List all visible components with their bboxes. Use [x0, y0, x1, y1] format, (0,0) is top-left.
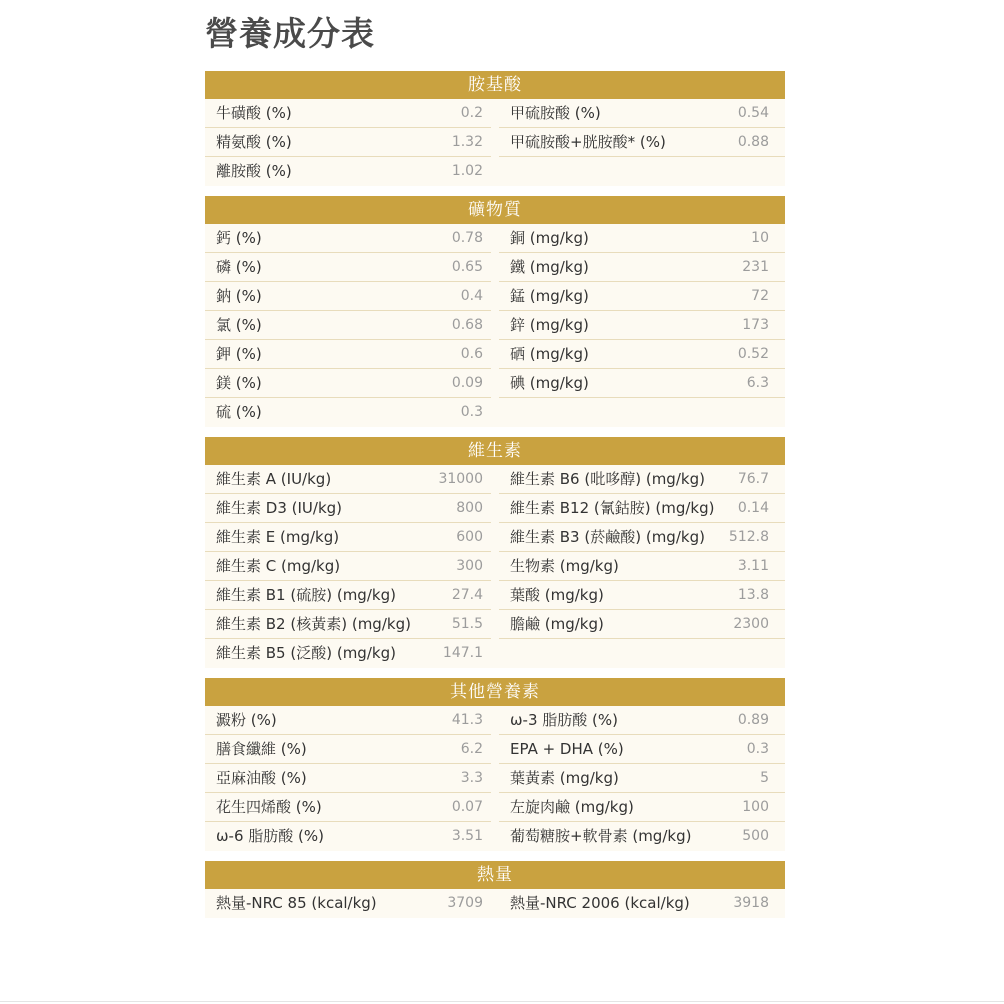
nutrient-label: 維生素 B5 (泛酸) (mg/kg) [216, 644, 396, 662]
nutrient-value: 0.14 [737, 500, 769, 516]
right-cell [499, 128, 785, 157]
nutrient-label: 熱量-NRC 2006 (kcal/kg) [510, 894, 690, 912]
table-row [205, 157, 785, 186]
right-cell [499, 889, 785, 918]
nutrient-label: 維生素 B2 (核黃素) (mg/kg) [216, 615, 411, 633]
nutrient-value [689, 157, 785, 186]
section-header: 熱量 [205, 861, 785, 889]
nutrient-value: 2300 [733, 616, 769, 632]
nutrient-label: 葉酸 (mg/kg) [510, 586, 604, 604]
right-cell [499, 552, 785, 581]
nutrient-label: 精氨酸 (%) [216, 133, 292, 151]
table-row [205, 253, 785, 282]
right-cell [499, 610, 785, 639]
nutrient-value: 3.51 [451, 828, 483, 844]
left-cell [205, 735, 491, 764]
nutrient-value: 0.88 [737, 134, 769, 150]
nutrient-label: ω-3 脂肪酸 (%) [510, 711, 619, 729]
nutrient-value: 31000 [438, 471, 483, 487]
section-0 [205, 71, 785, 186]
nutrient-value: 13.8 [737, 587, 769, 603]
table-row [205, 224, 785, 253]
nutrient-value: 0.6 [460, 346, 483, 362]
nutrient-value: 0.65 [451, 259, 483, 275]
right-cell [499, 735, 785, 764]
page-title: 營養成分表 [205, 14, 375, 53]
section-4 [205, 861, 785, 918]
footer-divider [0, 1001, 1004, 1002]
right-cell [499, 465, 785, 494]
left-cell [205, 494, 491, 523]
left-cell [205, 581, 491, 610]
nutrient-label: 維生素 E (mg/kg) [216, 528, 340, 546]
nutrient-value: 0.07 [451, 799, 483, 815]
left-cell [205, 793, 491, 822]
nutrient-value: 0.2 [460, 105, 483, 121]
left-cell [205, 398, 491, 427]
section-header: 礦物質 [205, 196, 785, 224]
nutrient-value [689, 639, 785, 668]
nutrient-label: 維生素 B3 (菸鹼酸) (mg/kg) [510, 528, 705, 546]
left-cell [205, 369, 491, 398]
nutrient-value: 500 [742, 828, 769, 844]
table-row [205, 610, 785, 639]
nutrient-value [689, 398, 785, 427]
nutrient-value: 6.2 [460, 741, 483, 757]
right-cell [499, 523, 785, 552]
table-row [205, 369, 785, 398]
nutrient-label: 氯 (%) [216, 316, 262, 334]
nutrient-value: 10 [751, 230, 769, 246]
left-cell [205, 889, 491, 918]
nutrient-value: 0.52 [737, 346, 769, 362]
nutrient-label [499, 639, 689, 668]
right-cell [499, 706, 785, 735]
nutrient-label: 鈉 (%) [216, 287, 262, 305]
nutrient-value: 100 [742, 799, 769, 815]
left-cell [205, 340, 491, 369]
nutrient-value: 3.3 [460, 770, 483, 786]
right-cell [499, 822, 785, 851]
left-cell [205, 639, 491, 668]
nutrient-label: 左旋肉鹼 (mg/kg) [510, 798, 634, 816]
right-cell [499, 581, 785, 610]
right-cell [499, 340, 785, 369]
table-row [205, 706, 785, 735]
nutrient-value: 41.3 [451, 712, 483, 728]
nutrient-label: 維生素 C (mg/kg) [216, 557, 341, 575]
right-cell [499, 99, 785, 128]
nutrient-value: 600 [456, 529, 483, 545]
nutrient-label: 維生素 B12 (氰鈷胺) (mg/kg) [510, 499, 715, 517]
table-row [205, 639, 785, 668]
nutrient-value: 3918 [733, 895, 769, 911]
section-2 [205, 437, 785, 668]
section-rows [205, 889, 785, 918]
section-header: 胺基酸 [205, 71, 785, 99]
table-row [205, 398, 785, 427]
table-row [205, 282, 785, 311]
nutrient-label: 鈣 (%) [216, 229, 262, 247]
nutrient-value: 6.3 [746, 375, 769, 391]
section-rows [205, 706, 785, 851]
left-cell [205, 157, 491, 186]
nutrient-label [499, 398, 689, 427]
nutrient-label: 澱粉 (%) [216, 711, 277, 729]
nutrient-value: 72 [751, 288, 769, 304]
left-cell [205, 523, 491, 552]
section-rows [205, 224, 785, 427]
nutrient-label: 磷 (%) [216, 258, 262, 276]
table-row [205, 340, 785, 369]
right-cell [499, 398, 785, 427]
right-cell [499, 793, 785, 822]
nutrient-value: 76.7 [737, 471, 769, 487]
nutrient-value: 512.8 [728, 529, 769, 545]
nutrient-label: 膳食纖維 (%) [216, 740, 307, 758]
nutrient-label: 維生素 A (IU/kg) [216, 470, 332, 488]
nutrient-value: 231 [742, 259, 769, 275]
table-row [205, 99, 785, 128]
nutrient-label: 鐵 (mg/kg) [510, 258, 589, 276]
nutrient-value: 51.5 [451, 616, 483, 632]
left-cell [205, 253, 491, 282]
nutrient-label: 膽鹼 (mg/kg) [510, 615, 604, 633]
section-header: 其他營養素 [205, 678, 785, 706]
section-1 [205, 196, 785, 427]
nutrient-value: 0.89 [737, 712, 769, 728]
table-row [205, 311, 785, 340]
left-cell [205, 610, 491, 639]
section-3 [205, 678, 785, 851]
nutrient-label: 牛磺酸 (%) [216, 104, 292, 122]
table-row [205, 128, 785, 157]
left-cell [205, 282, 491, 311]
table-row [205, 581, 785, 610]
nutrient-label: 錳 (mg/kg) [510, 287, 589, 305]
nutrient-value: 0.54 [737, 105, 769, 121]
nutrient-label: 維生素 B1 (硫胺) (mg/kg) [216, 586, 396, 604]
left-cell [205, 224, 491, 253]
nutrient-value: 300 [456, 558, 483, 574]
section-rows [205, 99, 785, 186]
right-cell [499, 282, 785, 311]
nutrient-label: 花生四烯酸 (%) [216, 798, 322, 816]
table-row [205, 465, 785, 494]
table-row [205, 889, 785, 918]
nutrient-label: 甲硫胺酸+胱胺酸* (%) [510, 133, 666, 151]
left-cell [205, 128, 491, 157]
nutrient-label: EPA + DHA (%) [510, 740, 624, 758]
nutrient-label: 甲硫胺酸 (%) [510, 104, 601, 122]
nutrient-label: 鉀 (%) [216, 345, 262, 363]
nutrient-label: 銅 (mg/kg) [510, 229, 589, 247]
left-cell [205, 99, 491, 128]
left-cell [205, 764, 491, 793]
nutrient-label: 鋅 (mg/kg) [510, 316, 589, 334]
nutrient-value: 0.3 [460, 404, 483, 420]
nutrient-label: 硫 (%) [216, 403, 262, 421]
nutrient-label: 葡萄糖胺+軟骨素 (mg/kg) [510, 827, 692, 845]
right-cell [499, 764, 785, 793]
left-cell [205, 706, 491, 735]
nutrient-label: 維生素 D3 (IU/kg) [216, 499, 342, 517]
section-header: 維生素 [205, 437, 785, 465]
nutrient-label: 碘 (mg/kg) [510, 374, 589, 392]
nutrient-value: 1.02 [451, 163, 483, 179]
right-cell [499, 157, 785, 186]
nutrient-label: 生物素 (mg/kg) [510, 557, 619, 575]
table-row [205, 735, 785, 764]
right-cell [499, 311, 785, 340]
nutrient-label: 維生素 B6 (吡哆醇) (mg/kg) [510, 470, 705, 488]
nutrient-label: 離胺酸 (%) [216, 162, 292, 180]
left-cell [205, 311, 491, 340]
nutrient-label: 亞麻油酸 (%) [216, 769, 307, 787]
nutrient-value: 0.78 [451, 230, 483, 246]
nutrient-label: 鎂 (%) [216, 374, 262, 392]
nutrient-value: 147.1 [442, 645, 483, 661]
table-row [205, 523, 785, 552]
section-rows [205, 465, 785, 668]
right-cell [499, 494, 785, 523]
table-row [205, 793, 785, 822]
nutrient-value: 173 [742, 317, 769, 333]
nutrient-label [499, 157, 689, 186]
nutrition-table [205, 71, 785, 928]
nutrient-label: 硒 (mg/kg) [510, 345, 589, 363]
nutrient-value: 5 [760, 770, 769, 786]
nutrient-value: 1.32 [451, 134, 483, 150]
right-cell [499, 639, 785, 668]
nutrient-value: 0.68 [451, 317, 483, 333]
left-cell [205, 822, 491, 851]
right-cell [499, 369, 785, 398]
right-cell [499, 253, 785, 282]
nutrient-label: 熱量-NRC 85 (kcal/kg) [216, 894, 377, 912]
nutrient-label: 葉黃素 (mg/kg) [510, 769, 619, 787]
nutrient-label: ω-6 脂肪酸 (%) [216, 827, 325, 845]
nutrient-value: 0.4 [460, 288, 483, 304]
nutrient-value: 3.11 [737, 558, 769, 574]
nutrient-value: 27.4 [451, 587, 483, 603]
nutrient-value: 0.09 [451, 375, 483, 391]
nutrient-value: 800 [456, 500, 483, 516]
table-row [205, 494, 785, 523]
left-cell [205, 465, 491, 494]
nutrient-value: 0.3 [746, 741, 769, 757]
table-row [205, 822, 785, 851]
table-row [205, 552, 785, 581]
table-row [205, 764, 785, 793]
right-cell [499, 224, 785, 253]
left-cell [205, 552, 491, 581]
nutrient-value: 3709 [447, 895, 483, 911]
